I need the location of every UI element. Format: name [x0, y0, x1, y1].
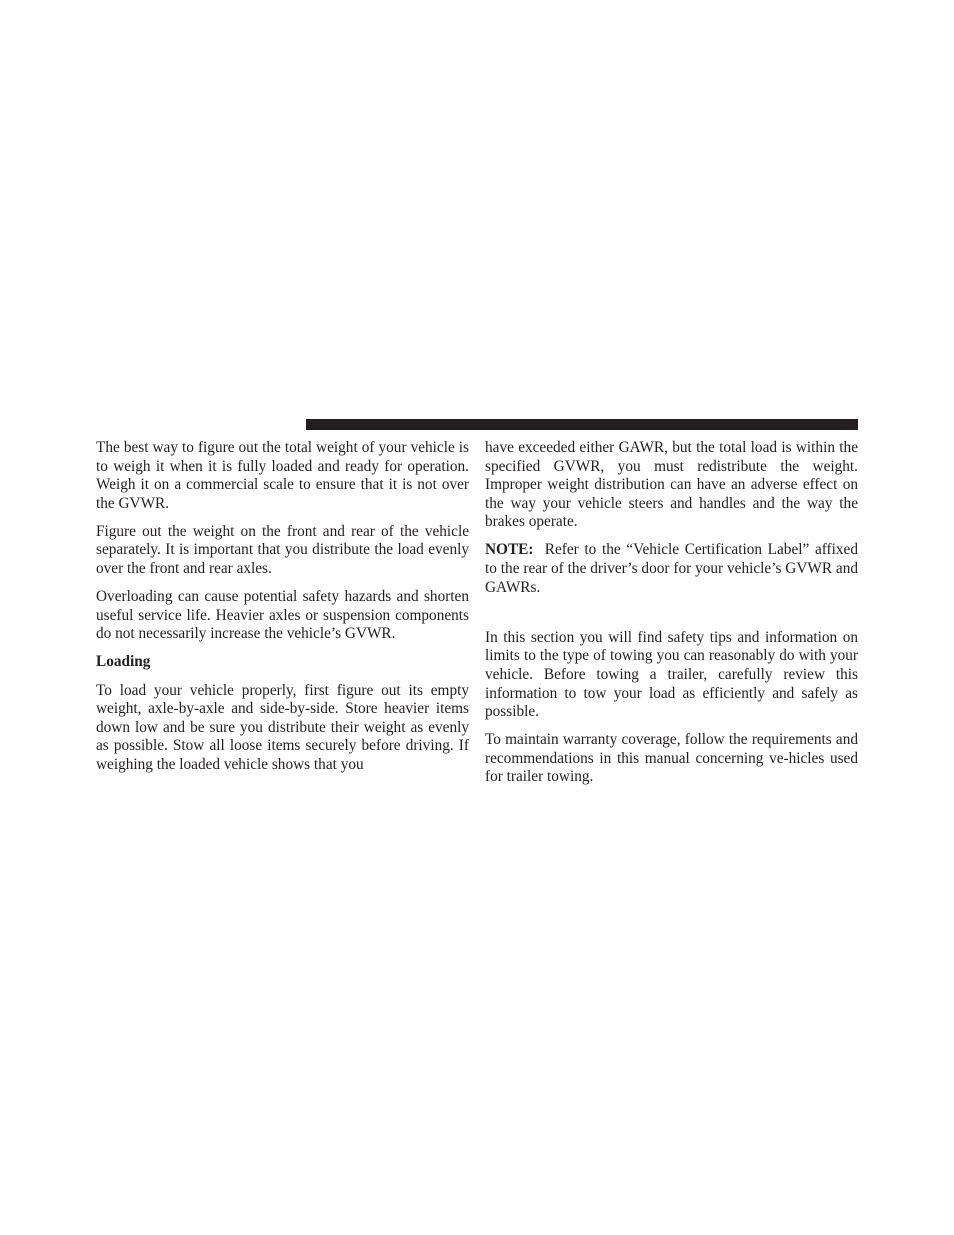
paragraph-towing-tips: In this section you will find safety tips and information on limits to the type of towing you can reasonably do with your vehicle. Before towing a trailer, carefully review this information to tow your load as efficiently and safely as possible.: [485, 628, 858, 721]
note-text: Refer to the “Vehicle Certification Label” affixed to the rear of the driver’s door for your vehicle’s GVWR and GAWRs.: [485, 541, 858, 596]
left-column: [96, 439, 469, 784]
note-label: NOTE:: [485, 541, 534, 559]
right-column: [485, 439, 858, 797]
paragraph-front-rear-weight: Figure out the weight on the front and rear of the vehicle separately. It is important that you distribute the load evenly over the front and rear axles.: [96, 522, 469, 578]
heading-loading: Loading: [96, 653, 151, 671]
paragraph-overloading: Overloading can cause potential safety hazards and shorten useful service life. Heavier axles or suspension components do not necessarily increase the vehicle’s GVWR.: [96, 588, 469, 643]
paragraph-warranty: To maintain warranty coverage, follow the requirements and recommendations in this manual concerning ve-hicles used for trailer towing.: [485, 731, 858, 786]
note-paragraph: [485, 541, 858, 597]
paragraph-weigh-vehicle: The best way to figure out the total weight of your vehicle is to weigh it when it is fully loaded and ready for operation. Weigh it on a commercial scale to ensure that it is not over the GVWR.: [96, 439, 469, 512]
paragraph-loading: To load your vehicle properly, first figure out its empty weight, axle-by-axle and side-by-side. Store heavier items down low and be sure you distribute their weight as evenly as possible. Stow all loose items securely before driving. If weighing the loaded vehicle shows that you: [96, 681, 469, 773]
paragraph-redistribute: have exceeded either GAWR, but the total load is within the specified GVWR, you must redistribute the weight. Improper weight distribution can have an adverse effect on the way your vehicle steers and handles and the way the brakes operate.: [485, 439, 858, 531]
section-gap: [485, 607, 858, 629]
header-rule: [306, 419, 858, 430]
